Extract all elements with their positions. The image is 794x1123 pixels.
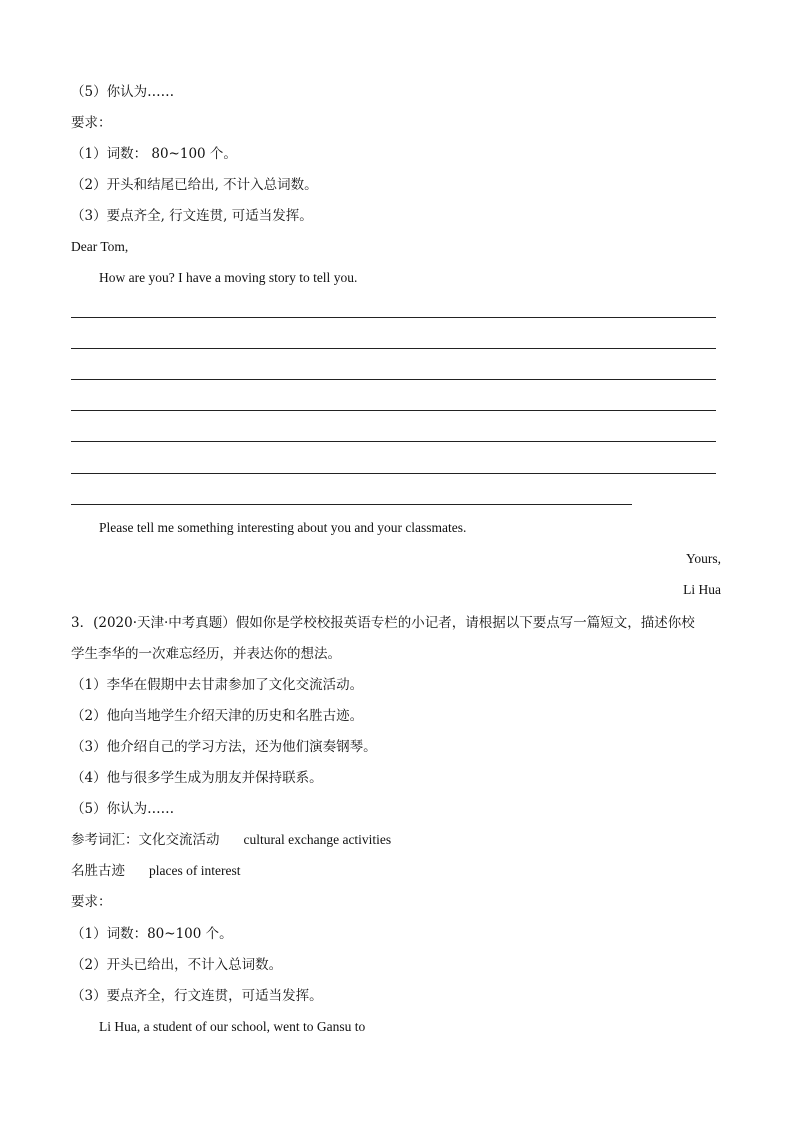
writing-line-6[interactable] (71, 473, 716, 474)
point-5: （5）你认为…… (71, 801, 175, 817)
requirement-2-1: （1）词数：80~100 个。 (71, 926, 233, 942)
requirement-2-2: （2）开头已给出，不计入总词数。 (71, 957, 283, 973)
requirement-3: （3）要点齐全, 行文连贯, 可适当发挥。 (71, 208, 313, 224)
writing-line-5[interactable] (71, 441, 716, 442)
letter-greeting: Dear Tom, (71, 239, 129, 254)
question-3-line-1: 3．(2020·天津·中考真题）假如你是学校校报英语专栏的小记者，请根据以下要点写一篇短文，描述你校 (71, 615, 695, 631)
letter-closing: Please tell me something interesting about you and your classmates. (99, 520, 467, 535)
vocab-cn-2: 名胜古迹 (71, 863, 125, 879)
requirements-title-2: 要求： (71, 894, 112, 910)
point-3: （3）他介绍自己的学习方法，还为他们演奏钢琴。 (71, 739, 377, 755)
requirement-2-3: （3）要点齐全，行文连贯，可适当发挥。 (71, 988, 323, 1004)
vocab-line-1 (71, 831, 391, 849)
vocab-en-2: places of interest (149, 863, 241, 878)
vocab-label: 参考词汇：文化交流活动 (71, 832, 220, 848)
requirement-2: （2）开头和结尾已给出, 不计入总词数。 (71, 177, 318, 193)
writing-line-3[interactable] (71, 379, 716, 380)
writing-line-4[interactable] (71, 410, 716, 411)
vocab-line-2 (71, 862, 240, 880)
letter-signoff: Yours, (685, 551, 721, 566)
writing-line-7[interactable] (71, 504, 632, 505)
letter-opening: How are you? I have a moving story to tell you. (99, 270, 358, 285)
writing-line-1[interactable] (71, 317, 716, 318)
essay-opening: Li Hua, a student of our school, went to Gansu to (99, 1019, 366, 1034)
item-5: （5）你认为…… (71, 84, 175, 100)
letter-signature: Li Hua (683, 582, 721, 597)
question-3-line-2: 学生李华的一次难忘经历，并表达你的想法。 (71, 646, 341, 662)
point-4: （4）他与很多学生成为朋友并保持联系。 (71, 770, 323, 786)
requirement-1: （1）词数： 80~100 个。 (71, 146, 237, 162)
point-2: （2）他向当地学生介绍天津的历史和名胜古迹。 (71, 708, 364, 724)
requirements-title: 要求： (71, 115, 112, 131)
point-1: （1）李华在假期中去甘肃参加了文化交流活动。 (71, 677, 364, 693)
writing-line-2[interactable] (71, 348, 716, 349)
vocab-en-1: cultural exchange activities (243, 832, 392, 847)
